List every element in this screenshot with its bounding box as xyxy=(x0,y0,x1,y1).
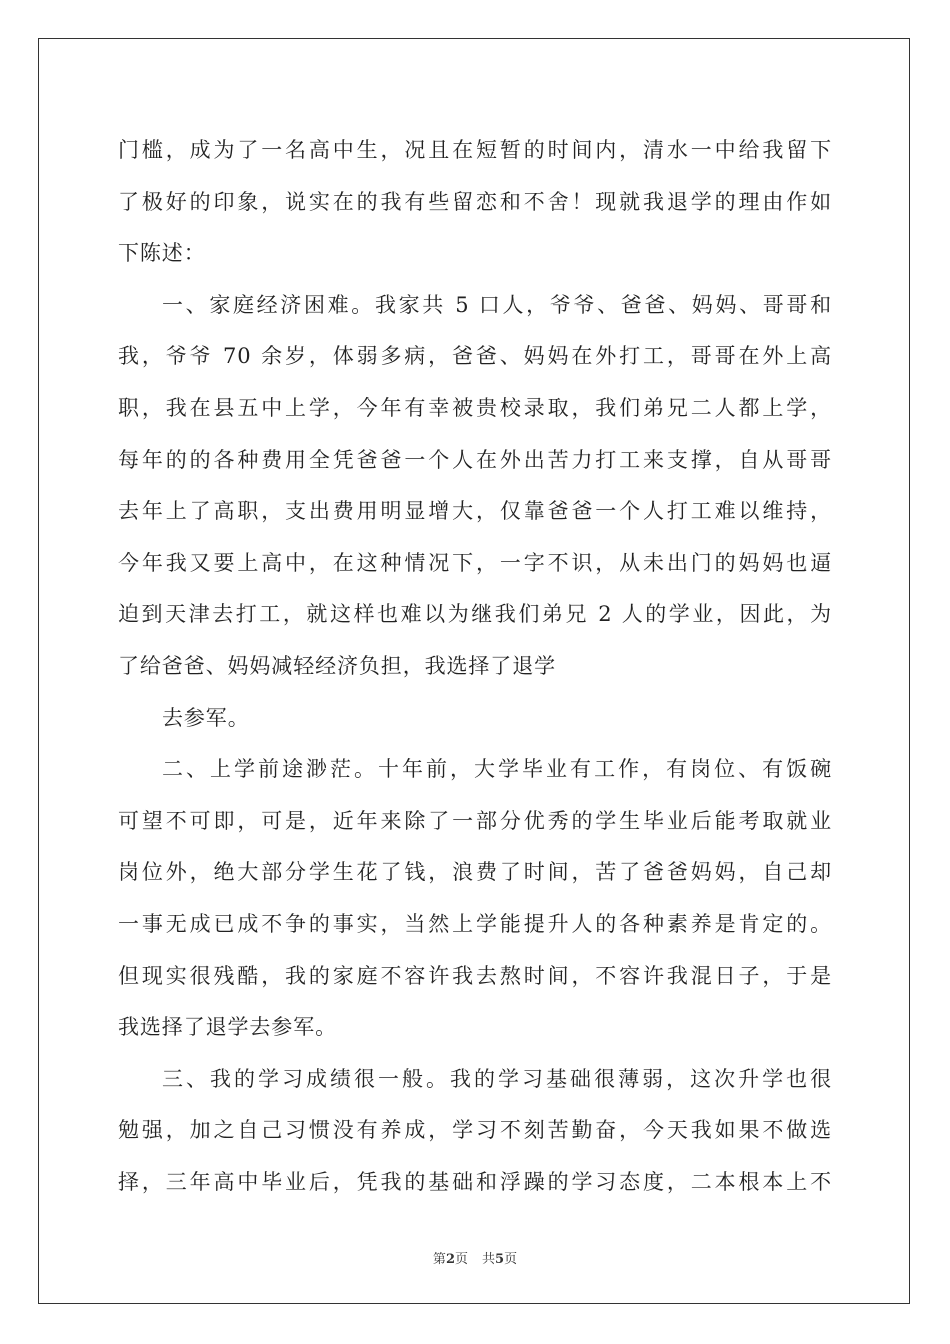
text-line: 每年的的各种费用全凭爸爸一个人在外出苦力打工来支撑，自从哥哥 xyxy=(118,447,832,472)
current-page-number: 2 xyxy=(445,1252,455,1267)
total-unit: 页 xyxy=(504,1252,518,1267)
text-line: 我选择了退学去参军。 xyxy=(118,1015,337,1040)
paragraph-start-line: 二、上学前途渺茫。十年前，大学毕业有工作，有岗位、有饭碗 xyxy=(162,757,832,782)
total-prefix: 共 xyxy=(482,1252,496,1267)
text-line: 勉强，加之自己习惯没有养成，学习不刻苦勤奋，今天我如果不做选 xyxy=(118,1118,832,1143)
text-line: 择，三年高中毕业后，凭我的基础和浮躁的学习态度，二本根本上不 xyxy=(118,1169,832,1194)
text-line: 下陈述： xyxy=(118,241,206,266)
paragraph-start-line: 一、家庭经济困难。我家共 5 口人，爷爷、爸爸、妈妈、哥哥和 xyxy=(162,292,832,317)
text-line: 门槛，成为了一名高中生，况且在短暂的时间内，清水一中给我留下 xyxy=(118,138,832,162)
total-page-count: 5 xyxy=(495,1252,505,1267)
text-line: 了给爸爸、妈妈减轻经济负担，我选择了退学 xyxy=(118,653,556,678)
document-body xyxy=(118,125,832,1208)
page-prefix: 第 xyxy=(432,1252,446,1267)
text-line: 职，我在县五中上学，今年有幸被贵校录取，我们弟兄二人都上学， xyxy=(118,395,832,420)
paragraph-start-line: 三、我的学习成绩很一般。我的学习基础很薄弱，这次升学也很 xyxy=(162,1066,832,1091)
page-unit: 页 xyxy=(454,1252,468,1267)
text-line: 岗位外，绝大部分学生花了钱，浪费了时间，苦了爸爸妈妈，自己却 xyxy=(118,860,832,885)
paragraph-start-line: 去参军。 xyxy=(162,705,250,730)
text-line: 去年上了高职，支出费用明显增大，仅靠爸爸一个人打工难以维持， xyxy=(118,499,832,524)
text-line: 可望不可即，可是，近年来除了一部分优秀的学生毕业后能考取就业 xyxy=(118,808,832,833)
text-line: 今年我又要上高中，在这种情况下，一字不识，从未出门的妈妈也逼 xyxy=(118,550,832,575)
text-line: 但现实很残酷，我的家庭不容许我去熬时间，不容许我混日子，于是 xyxy=(118,963,832,988)
text-line: 了极好的印象，说实在的我有些留恋和不舍！现就我退学的理由作如 xyxy=(118,189,832,214)
text-line: 我，爷爷 70 余岁，体弱多病，爸爸、妈妈在外打工，哥哥在外上高 xyxy=(118,344,832,369)
text-line: 一事无成已成不争的事实，当然上学能提升人的各种素养是肯定的。 xyxy=(118,911,832,936)
text-line: 迫到天津去打工，就这样也难以为继我们弟兄 2 人的学业，因此，为 xyxy=(118,602,832,627)
page-footer xyxy=(0,1248,950,1267)
